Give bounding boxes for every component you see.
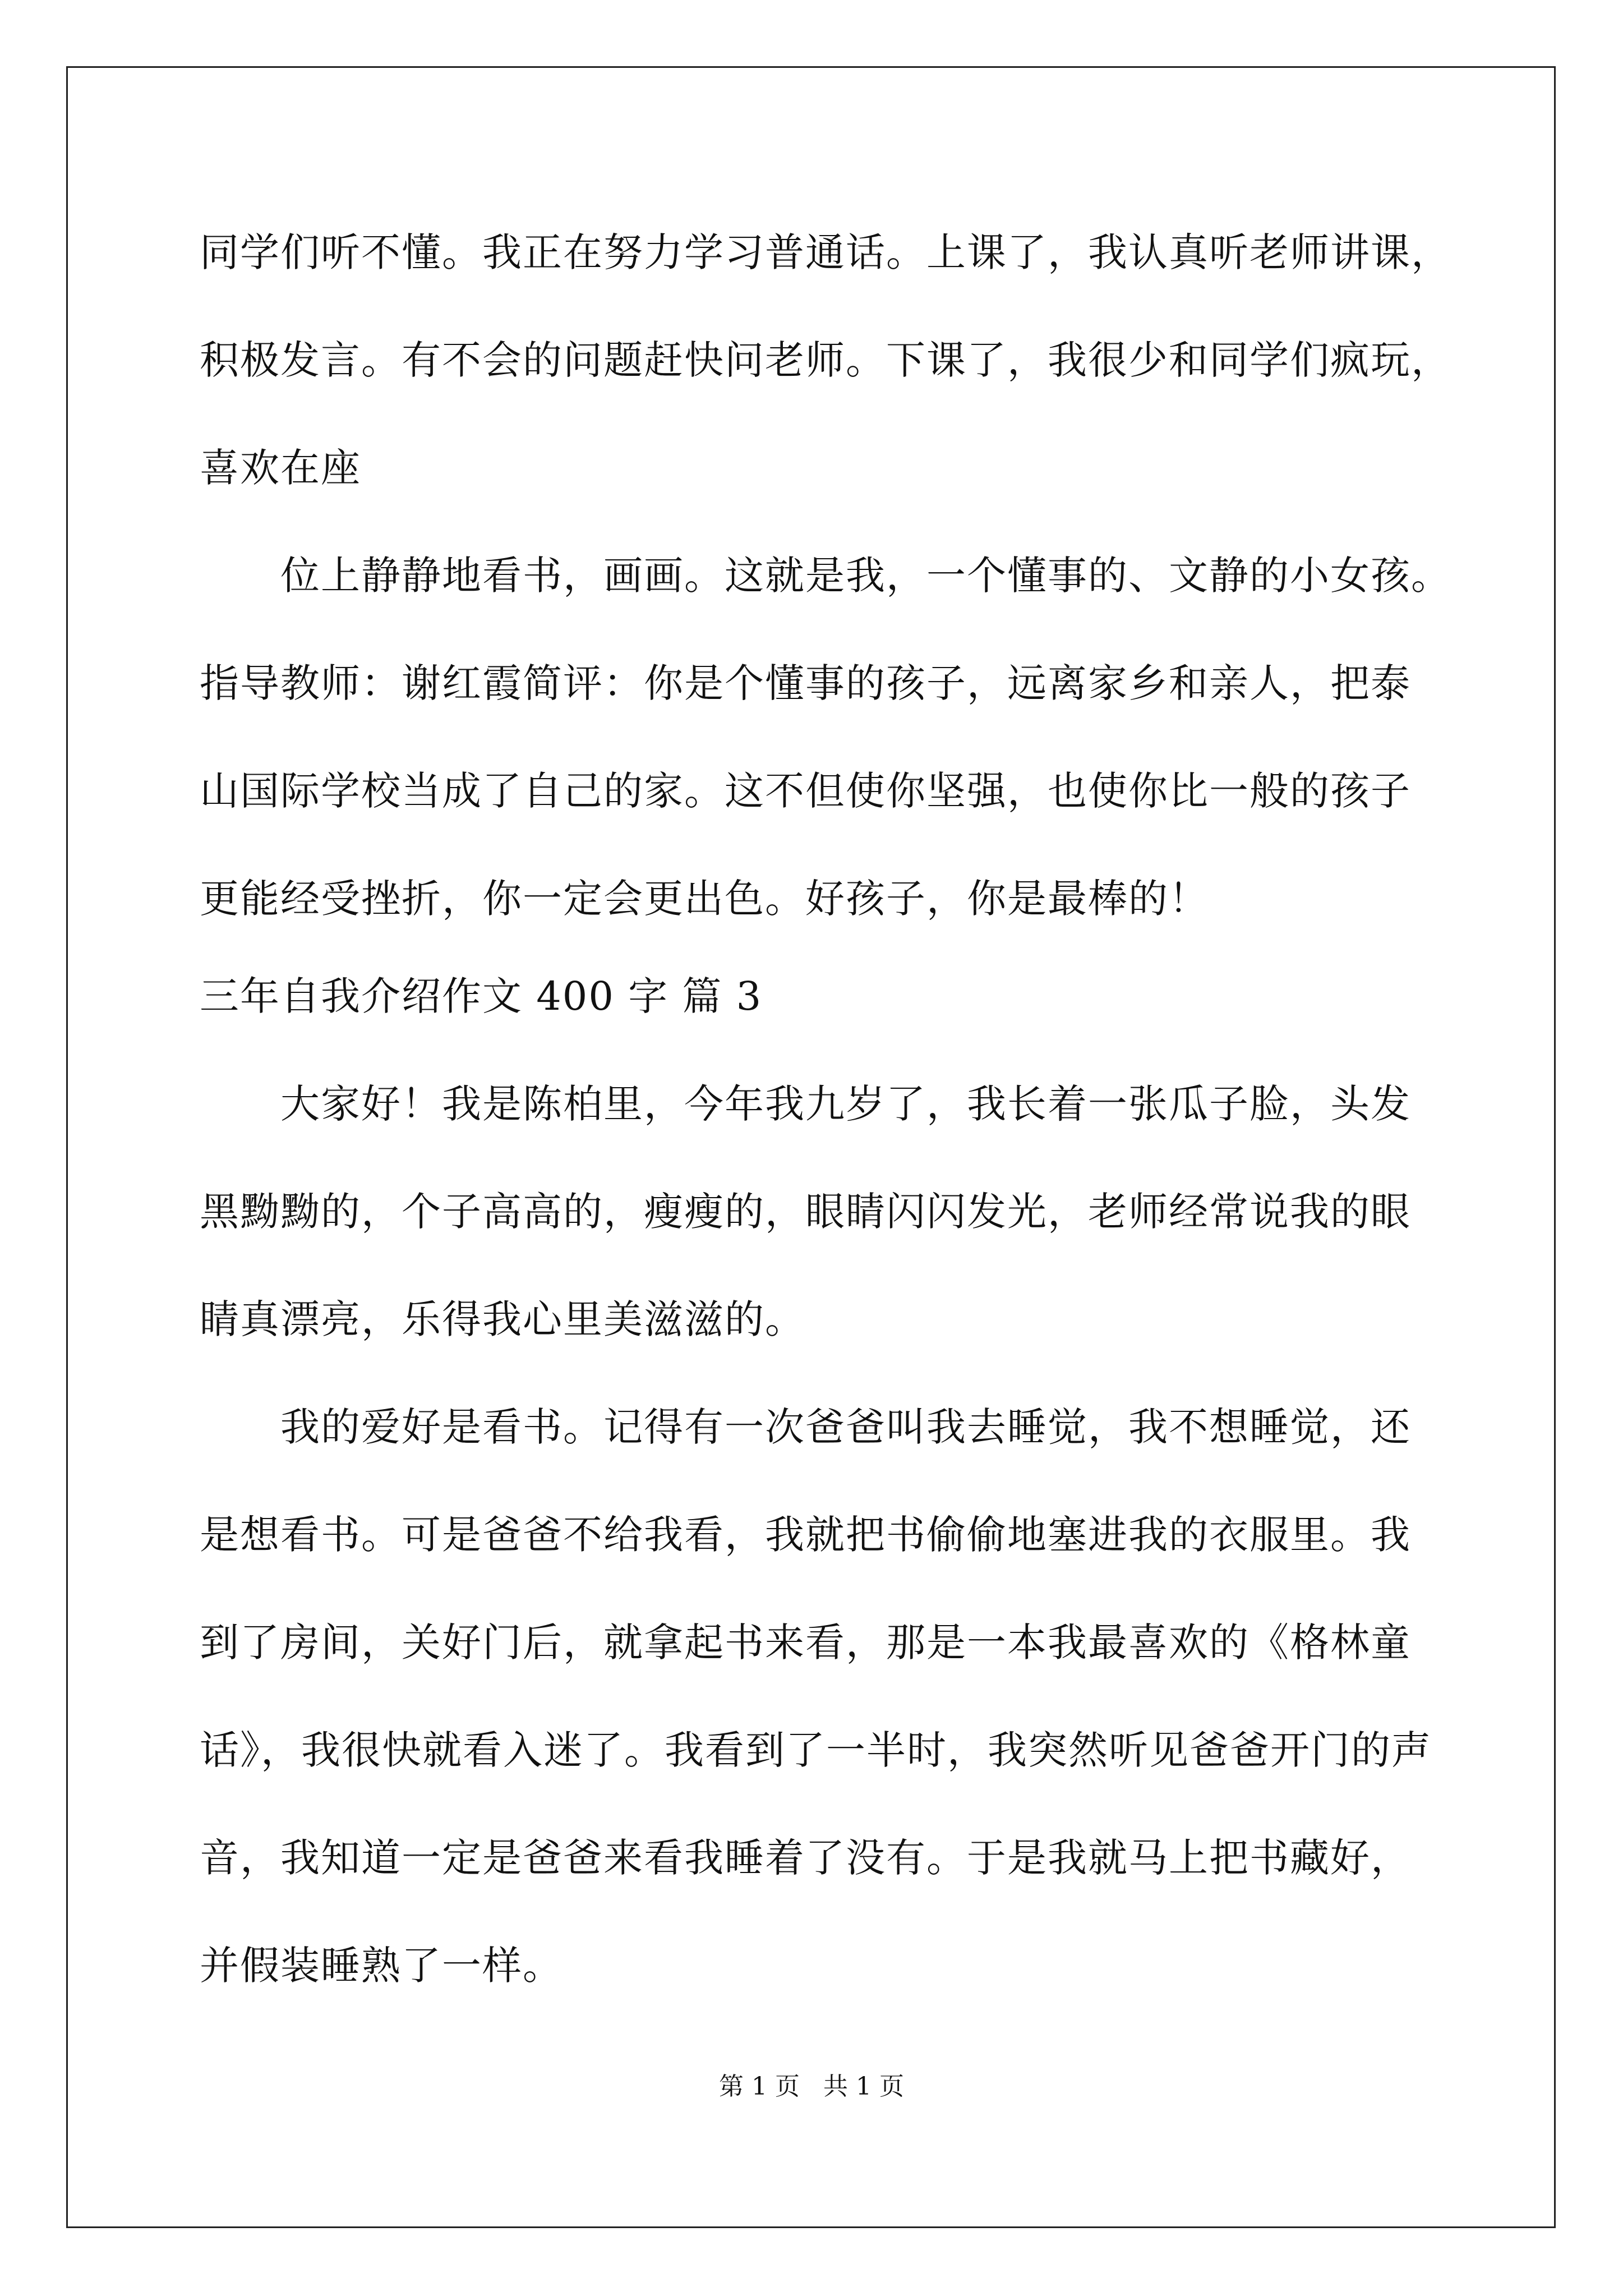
paragraph-line: 同学们听不懂。我正在努力学习普通话。上课了，我认真听老师讲课， — [200, 229, 1451, 275]
paragraph-line: 积极发言。有不会的问题赶快问老师。下课了，我很少和同学们疯玩， — [200, 337, 1451, 383]
paragraph-line: 黑黝黝的，个子高高的，瘦瘦的，眼睛闪闪发光，老师经常说我的眼 — [200, 1189, 1411, 1235]
paragraph-line: 更能经受挫折，你一定会更出色。好孩子，你是最棒的！ — [200, 876, 1209, 922]
paragraph-line: 山国际学校当成了自己的家。这不但使你坚强，也使你比一般的孩子 — [200, 768, 1411, 814]
paragraph-line: 喜欢在座 — [200, 445, 361, 491]
paragraph-line: 位上静静地看书，画画。这就是我，一个懂事的、文静的小女孩。 — [280, 553, 1451, 599]
page-border — [66, 66, 1556, 2228]
page-number-footer: 第 1 页 共 1 页 — [719, 2072, 904, 2101]
paragraph-line: 并假装睡熟了一样。 — [200, 1943, 563, 1989]
section-heading: 三年自我介绍作文 400 字 篇 3 — [200, 973, 763, 1019]
paragraph-line: 大家好！我是陈柏里，今年我九岁了，我长着一张瓜子脸，头发 — [280, 1081, 1411, 1127]
paragraph-line: 话》，我很快就看入迷了。我看到了一半时，我突然听见爸爸开门的声 — [200, 1727, 1432, 1773]
paragraph-line: 我的爱好是看书。记得有一次爸爸叫我去睡觉，我不想睡觉，还 — [280, 1404, 1411, 1450]
paragraph-line: 到了房间，关好门后，就拿起书来看，那是一本我最喜欢的《格林童 — [200, 1619, 1411, 1665]
paragraph-line: 睛真漂亮，乐得我心里美滋滋的。 — [200, 1296, 805, 1342]
paragraph-line: 音，我知道一定是爸爸来看我睡着了没有。于是我就马上把书藏好， — [200, 1835, 1411, 1881]
paragraph-line: 是想看书。可是爸爸不给我看，我就把书偷偷地塞进我的衣服里。我 — [200, 1512, 1411, 1558]
paragraph-line: 指导教师：谢红霞简评：你是个懂事的孩子，远离家乡和亲人，把泰 — [200, 660, 1411, 706]
